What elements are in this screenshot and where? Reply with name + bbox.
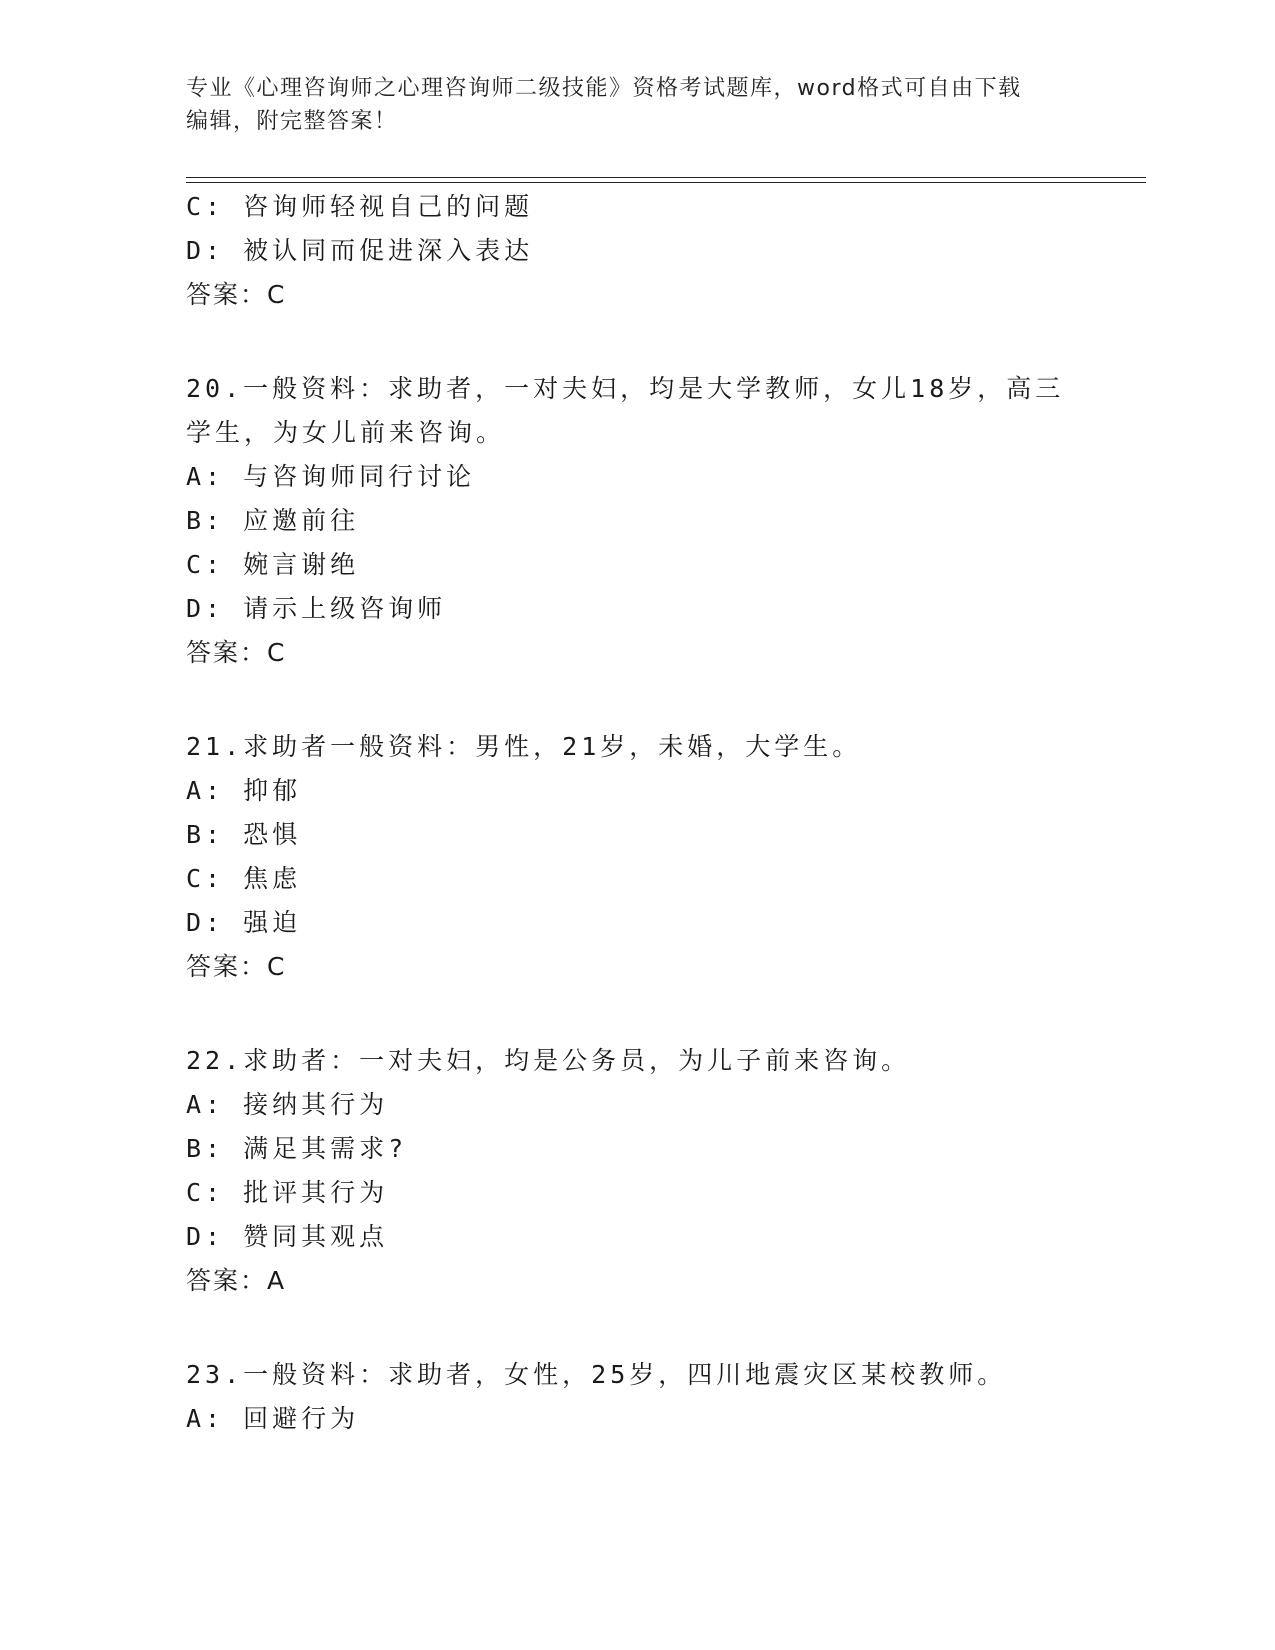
q21-option-a: A: 抑郁: [186, 776, 302, 805]
q20-option-c: C: 婉言谢绝: [186, 550, 360, 579]
q23-option-a: A: 回避行为: [186, 1404, 360, 1433]
q22-option-b: B: 满足其需求?: [186, 1134, 408, 1163]
q20-option-b: B: 应邀前往: [186, 506, 360, 535]
header-line-1: 专业《心理咨询师之心理咨询师二级技能》资格考试题库，word格式可自由下载: [186, 76, 1022, 101]
header-line-2: 编辑，附完整答案！: [186, 109, 398, 134]
q20-answer: 答案：C: [186, 638, 287, 667]
q21-option-d: D: 强迫: [186, 908, 302, 937]
q22-option-c: C: 批评其行为: [186, 1178, 389, 1207]
q20-stem-line-2: 学生，为女儿前来咨询。: [186, 418, 506, 447]
q22-option-a: A: 接纳其行为: [186, 1090, 389, 1119]
q23-stem: 23.一般资料：求助者，女性，25岁，四川地震灾区某校教师。: [186, 1360, 1007, 1389]
q21-answer: 答案：C: [186, 952, 287, 981]
q21-option-c: C: 焦虑: [186, 864, 302, 893]
q21-option-b: B: 恐惧: [186, 820, 302, 849]
q20-option-d: D: 请示上级咨询师: [186, 594, 447, 623]
q21-stem: 21.求助者一般资料：男性，21岁，未婚，大学生。: [186, 732, 862, 761]
q22-stem: 22.求助者：一对夫妇，均是公务员，为儿子前来咨询。: [186, 1046, 911, 1075]
q19-option-d: D: 被认同而促进深入表达: [186, 236, 534, 265]
q20-option-a: A: 与咨询师同行讨论: [186, 462, 476, 491]
header-divider-bottom: [186, 182, 1146, 183]
q19-answer: 答案：C: [186, 280, 287, 309]
q22-option-d: D: 赞同其观点: [186, 1222, 389, 1251]
document-header: [186, 72, 1086, 138]
q19-option-c: C: 咨询师轻视自己的问题: [186, 192, 534, 221]
header-divider-top: [186, 177, 1146, 178]
q22-answer: 答案：A: [186, 1266, 287, 1295]
q20-stem-line-1: 20.一般资料：求助者，一对夫妇，均是大学教师，女儿18岁，高三: [186, 374, 1065, 403]
